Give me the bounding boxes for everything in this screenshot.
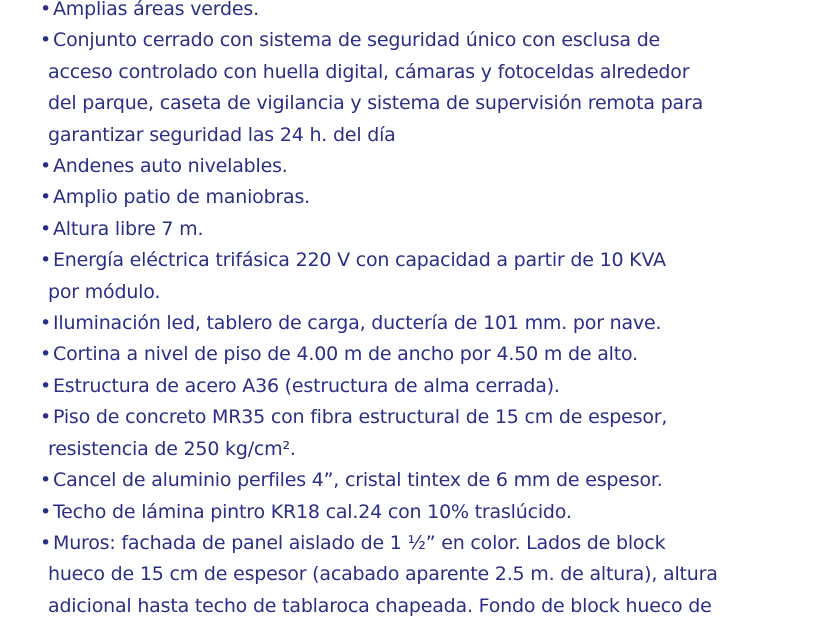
feature-text-continuation: por módulo. bbox=[48, 280, 161, 303]
feature-text-continuation: acceso controlado con huella digital, cámaras y fotoceldas alrededor bbox=[48, 60, 690, 83]
bullet-icon: • bbox=[40, 186, 52, 209]
bullet-icon: • bbox=[40, 217, 52, 240]
bullet-icon: • bbox=[40, 312, 52, 335]
feature-item bbox=[0, 214, 840, 245]
bullet-icon: • bbox=[40, 531, 52, 554]
feature-text: Muros: fachada de panel aislado de 1 ½” en color. Lados de block bbox=[53, 531, 666, 554]
feature-item bbox=[0, 465, 840, 496]
bullet-icon: • bbox=[40, 374, 52, 397]
feature-text: Estructura de acero A36 (estructura de alma cerrada). bbox=[53, 374, 560, 397]
bullet-icon: • bbox=[40, 249, 52, 272]
feature-item bbox=[0, 245, 840, 308]
bullet-icon: • bbox=[40, 29, 52, 52]
feature-text: Cancel de aluminio perfiles 4”, cristal tintex de 6 mm de espesor. bbox=[53, 469, 663, 492]
feature-item bbox=[0, 0, 840, 25]
feature-item bbox=[0, 371, 840, 402]
feature-text-continuation: del parque, caseta de vigilancia y sistema de supervisión remota para bbox=[48, 92, 704, 115]
feature-item bbox=[0, 339, 840, 370]
bullet-icon: • bbox=[40, 343, 52, 366]
feature-item bbox=[0, 497, 840, 528]
feature-text-continuation: resistencia de 250 kg/cm². bbox=[48, 437, 296, 460]
feature-text: Energía eléctrica trifásica 220 V con capacidad a partir de 10 KVA bbox=[53, 249, 666, 272]
feature-item bbox=[0, 308, 840, 339]
feature-text: Techo de lámina pintro KR18 cal.24 con 10% traslúcido. bbox=[53, 500, 572, 523]
feature-text: Iluminación led, tablero de carga, ductería de 101 mm. por nave. bbox=[53, 312, 662, 335]
feature-item bbox=[0, 25, 840, 151]
feature-item bbox=[0, 151, 840, 182]
feature-text-continuation: garantizar seguridad las 24 h. del día bbox=[48, 123, 396, 146]
bullet-icon: • bbox=[40, 406, 52, 429]
feature-text: Conjunto cerrado con sistema de seguridad único con esclusa de bbox=[53, 29, 661, 52]
feature-text: Piso de concreto MR35 con fibra estructural de 15 cm de espesor, bbox=[53, 406, 668, 429]
bullet-icon: • bbox=[40, 0, 52, 20]
feature-text-continuation: adicional hasta techo de tablaroca chapeada. Fondo de block hueco de bbox=[48, 594, 712, 617]
bullet-icon: • bbox=[40, 469, 52, 492]
feature-text: Altura libre 7 m. bbox=[53, 217, 204, 240]
feature-item bbox=[0, 402, 840, 465]
feature-item bbox=[0, 182, 840, 213]
feature-text: Amplio patio de maniobras. bbox=[53, 186, 311, 209]
bullet-icon: • bbox=[40, 500, 52, 523]
feature-item bbox=[0, 528, 840, 622]
feature-text-continuation: hueco de 15 cm de espesor (acabado aparente 2.5 m. de altura), altura bbox=[48, 563, 718, 586]
feature-text: Cortina a nivel de piso de 4.00 m de ancho por 4.50 m de alto. bbox=[53, 343, 638, 366]
feature-text: Andenes auto nivelables. bbox=[53, 155, 288, 178]
feature-text: Amplias áreas verdes. bbox=[53, 0, 259, 20]
bullet-icon: • bbox=[40, 155, 52, 178]
